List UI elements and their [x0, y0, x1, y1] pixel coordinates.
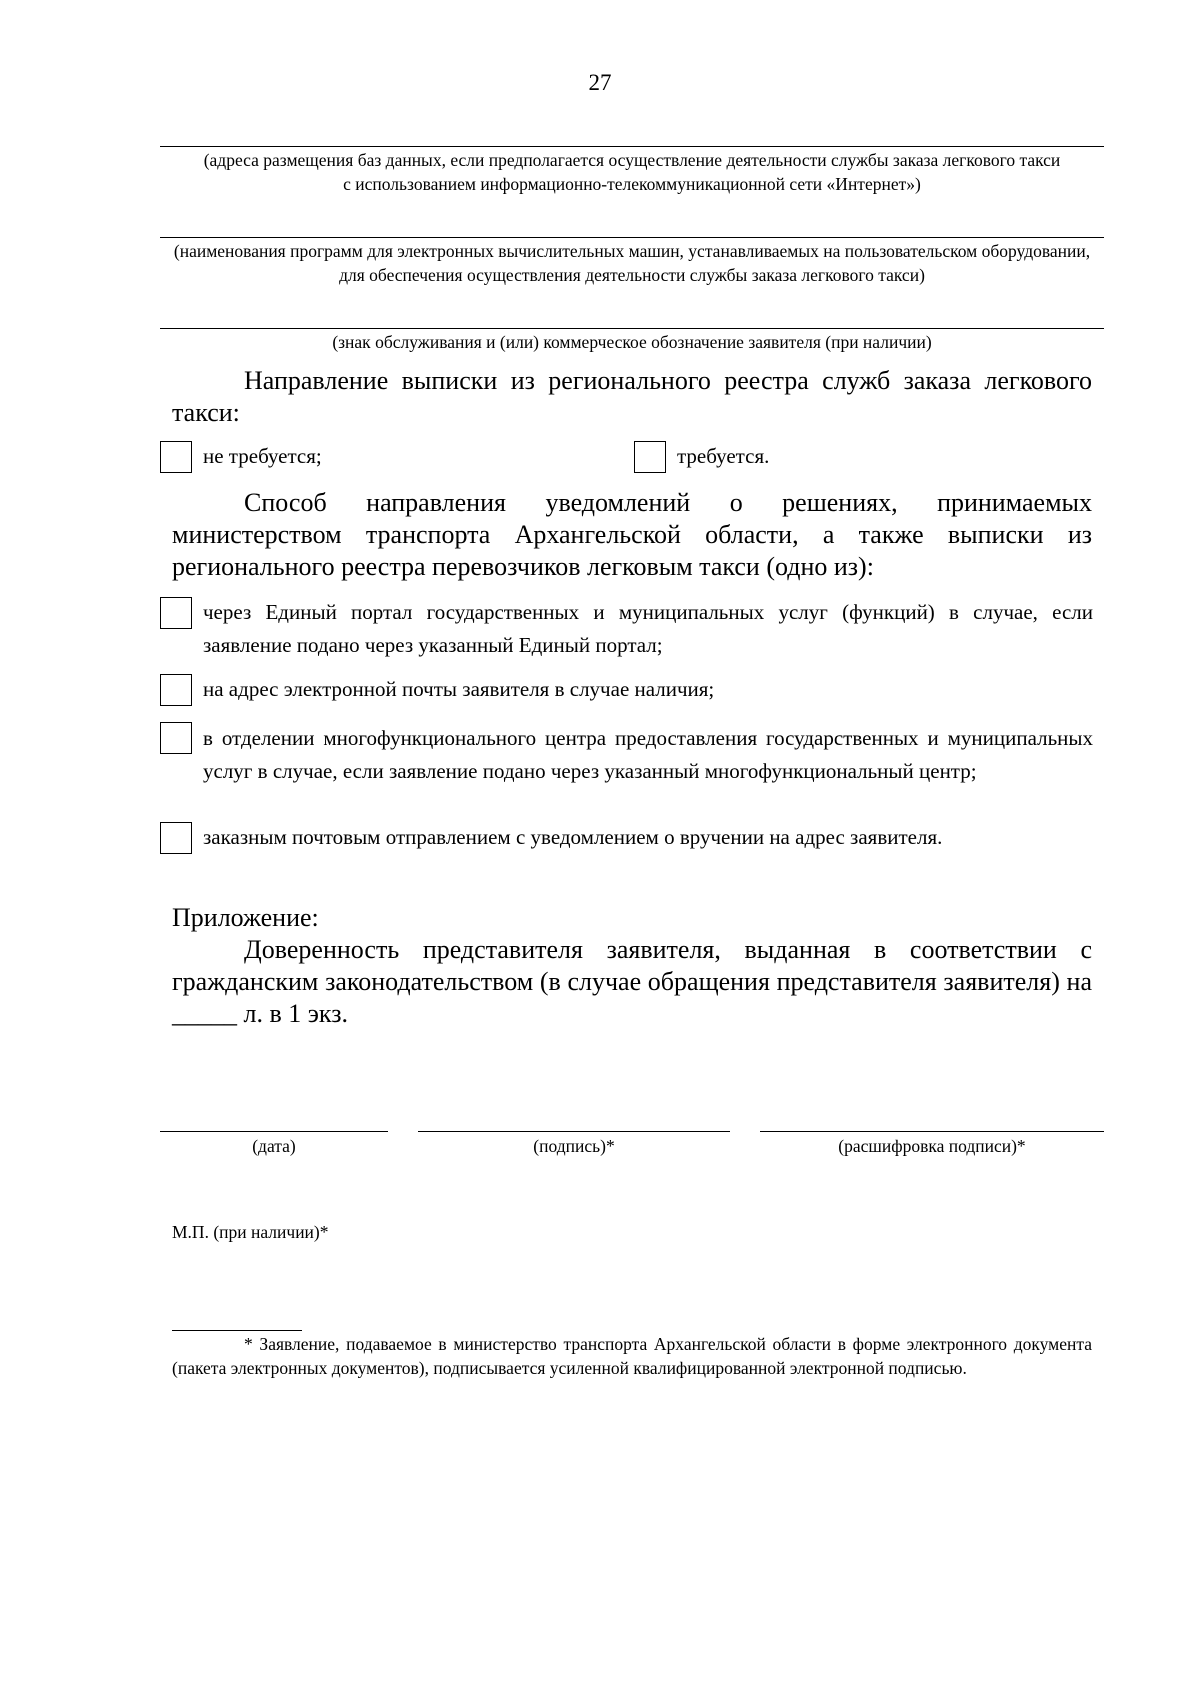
notification-method-paragraph — [172, 487, 1092, 583]
notification-method-text: Способ направления уведомлений о решениях, принимаемых министерством транспорта Архангельской области, а также выписки из регионального реестра перевозчиков легковым такси (одно из): — [172, 488, 1092, 581]
mfc-option-label: в отделении многофункционального центра предоставления государственных и муниципальных услуг в случае, если заявление подано через указанный многофункциональный центр; — [203, 726, 1093, 783]
trademark-fill-line — [160, 328, 1104, 329]
extract-direction-text: Направление выписки из регионального реестра служб заказа легкового такси: — [172, 366, 1092, 427]
trademark-caption: (знак обслуживания и (или) коммерческое обозначение заявителя (при наличии) — [332, 332, 932, 352]
page-number: 27 — [588, 70, 612, 95]
footnote-text: * Заявление, подаваемое в министерство транспорта Архангельской области в форме электронного документа (пакета электронных документов), подписывается усиленной квалифицированной электронной подписью. — [172, 1334, 1092, 1378]
stamp-place: М.П. (при наличии)* — [172, 1222, 329, 1242]
signature-caption: (подпись)* — [533, 1136, 615, 1156]
mail-checkbox[interactable] — [160, 822, 192, 854]
portal-checkbox[interactable] — [160, 597, 192, 629]
not-required-checkbox[interactable] — [160, 441, 192, 473]
email-checkbox[interactable] — [160, 674, 192, 706]
signature-decode-caption: (расшифровка подписи)* — [838, 1136, 1026, 1156]
software-fill-line — [160, 237, 1104, 238]
attachment-text: Доверенность представителя заявителя, выданная в соответствии с гражданским законодательством (в случае обращения представителя заявителя) на _____ л. в 1 экз. — [172, 935, 1092, 1028]
databases-fill-line — [160, 146, 1104, 147]
portal-option-label: через Единый портал государственных и муниципальных услуг (функций) в случае, если заявление подано через указанный Единый портал; — [203, 600, 1093, 657]
extract-direction-paragraph — [172, 365, 1092, 429]
footnote-rule — [172, 1330, 302, 1331]
email-option-label: на адрес электронной почты заявителя в случае наличия; — [203, 677, 715, 701]
signature-decode-line — [760, 1131, 1104, 1132]
signature-line — [418, 1131, 730, 1132]
mail-option-label: заказным почтовым отправлением с уведомлением о вручении на адрес заявителя. — [203, 825, 943, 849]
required-checkbox[interactable] — [634, 441, 666, 473]
not-required-label: не требуется; — [203, 444, 322, 468]
footnote-paragraph — [172, 1332, 1092, 1380]
attachment-heading: Приложение: — [172, 903, 319, 932]
date-line — [160, 1131, 388, 1132]
attachment-paragraph — [172, 934, 1092, 1030]
databases-caption: (адреса размещения баз данных, если предполагается осуществление деятельности службы заказа легкового такси с использованием информационно-телекоммуникационной сети «Интернет») — [203, 150, 1061, 194]
mfc-checkbox[interactable] — [160, 722, 192, 754]
required-label: требуется. — [677, 444, 770, 468]
date-caption: (дата) — [252, 1136, 296, 1156]
software-caption: (наименования программ для электронных вычислительных машин, устанавливаемых на пользовательском оборудовании, для обеспечения осуществления деятельности службы заказа легкового такси) — [173, 241, 1091, 285]
